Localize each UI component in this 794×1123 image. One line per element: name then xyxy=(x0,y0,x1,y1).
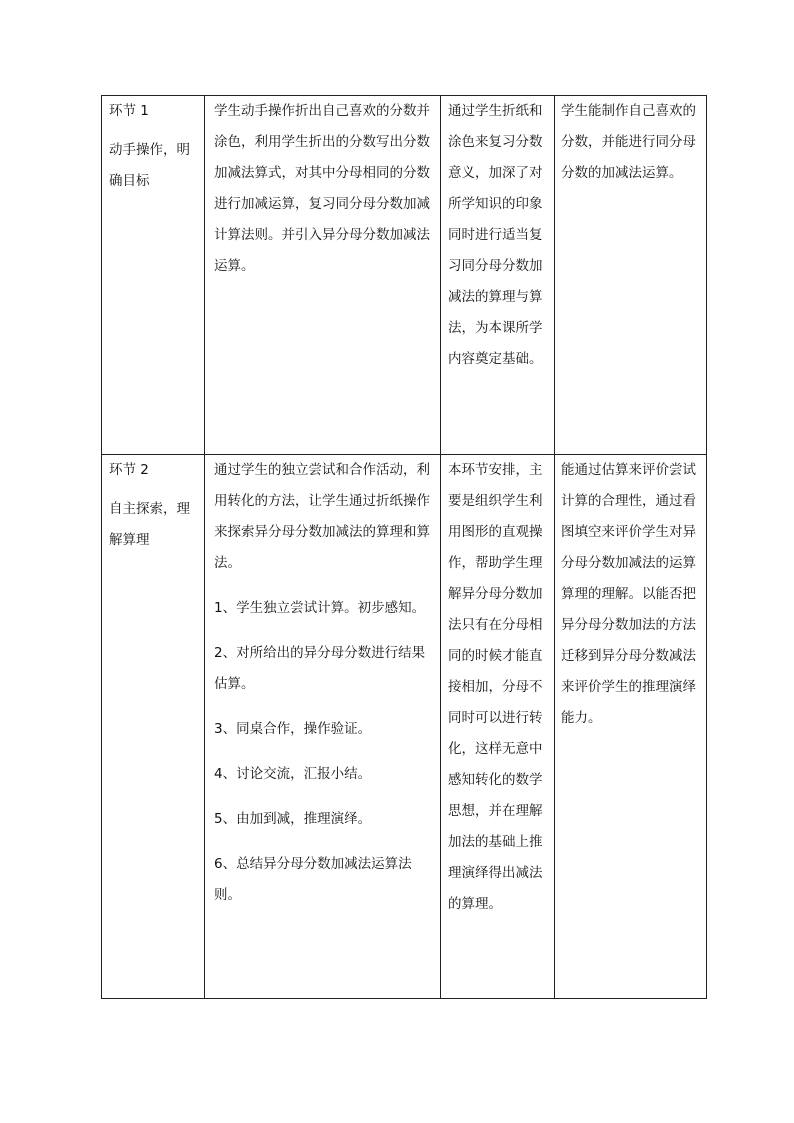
stage-cell xyxy=(102,96,205,455)
stage-title: 动手操作，明确目标 xyxy=(109,142,190,189)
activity-step: 5、由加到减，推理演绎。 xyxy=(214,811,372,827)
intent-cell xyxy=(441,455,555,999)
activity-step: 3、同桌合作，操作验证。 xyxy=(214,721,372,737)
stage-title: 自主探索，理解算理 xyxy=(109,501,190,548)
evaluation-text: 学生能制作自己喜欢的分数，并能进行同分母分数的加减法运算。 xyxy=(561,103,696,181)
intent-cell xyxy=(441,96,555,455)
evaluation-cell xyxy=(555,96,707,455)
activity-step: 1、学生独立尝试计算。初步感知。 xyxy=(214,600,426,616)
activity-step: 6、总结异分母分数加减法运算法则。 xyxy=(214,856,412,903)
activity-step: 2、对所给出的异分母分数进行结果估算。 xyxy=(214,645,426,692)
activity-paragraph: 通过学生的独立尝试和合作活动，利用转化的方法，让学生通过折纸操作来探索异分母分数加减法的算理和算法。 xyxy=(214,462,430,571)
intent-text: 通过学生折纸和涂色来复习分数意义，加深了对所学知识的印象同时进行适当复习同分母分数加减法的算理与算法，为本课所学内容奠定基础。 xyxy=(448,103,543,367)
activity-cell xyxy=(205,96,441,455)
activity-step: 4、讨论交流，汇报小结。 xyxy=(214,766,372,782)
stage-id: 环节 1 xyxy=(109,103,149,119)
evaluation-cell xyxy=(555,455,707,999)
evaluation-text: 能通过估算来评价尝试计算的合理性，通过看图填空来评价学生对异分母分数加减法的运算算理的理解。以能否把异分母分数加法的方法迁移到异分母分数减法来评价学生的推理演绎能力。 xyxy=(561,462,696,726)
intent-text: 本环节安排，主要是组织学生利用图形的直观操作，帮助学生理解异分母分数加法只有在分母相同的时候才能直接相加，分母不同时可以进行转化，这样无意中感知转化的数学思想，并在理解加法的基础上推理演绎得出减法的算理。 xyxy=(448,462,543,912)
activity-paragraph: 学生动手操作折出自己喜欢的分数并涂色，利用学生折出的分数写出分数加减法算式，对其中分母相同的分数进行加减运算，复习同分母分数加减计算法则。并引入异分母分数加减法运算。 xyxy=(214,103,430,274)
activity-cell xyxy=(205,455,441,999)
stage-cell xyxy=(102,455,205,999)
table-row xyxy=(102,455,707,999)
stage-id: 环节 2 xyxy=(109,462,149,478)
lesson-plan-table xyxy=(101,95,707,999)
table-row xyxy=(102,96,707,455)
